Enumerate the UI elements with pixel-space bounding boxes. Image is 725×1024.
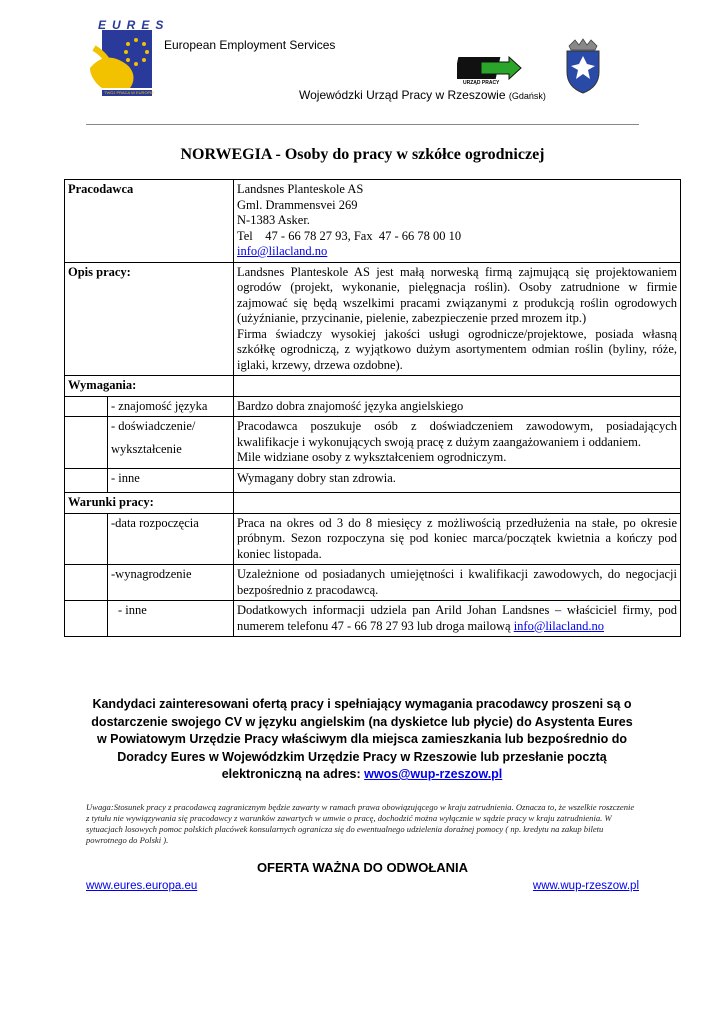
employer-line: N-1383 Asker.	[237, 213, 310, 227]
urzad-pracy-logo	[457, 54, 523, 88]
start-date-label: -data rozpoczęcia	[108, 513, 234, 565]
coat-of-arms	[563, 38, 603, 94]
candidates-text: Kandydaci zainteresowani ofertą pracy i spełniający wymagania pracodawcy proszeni są o dostarczenie swojego CV w języku angielskim (na dyskietce lub płycie) do Asystenta Eures w Powiatowym Urzędzie Pracy właściwym dla miejsca zamieszkania lub bezpośrednio do Doradcy Eures w Wojewódzkim Urzędzie Pracy w Rzeszowie lub przesłanie pocztą elektroniczną na adres:	[91, 697, 633, 781]
start-date-row	[65, 513, 681, 565]
employer-label: Pracodawca	[65, 180, 234, 263]
empty-cell	[65, 468, 108, 493]
job-desc-para: Firma świadczy wysokiej jakości usługi ogrodnicze/projektowe, posiada własną szkółkę ogrodniczą, z wyjątkowo dużym asortymentem odmian roślin (byliny, róże, iglaki, krzewy, drzewa ozdobne).	[237, 326, 677, 372]
conditions-label: Warunki pracy:	[65, 493, 234, 514]
job-desc-row	[65, 262, 681, 376]
office-name	[299, 88, 546, 102]
job-desc-para: Landsnes Planteskole AS jest małą norweską firmą zajmującą się projektowaniem ogrodów (projekt, wykonanie, pielęgnacja roślin). Osoby zatrudnione w firmie zajmować się będą wszelkimi pracami związanymi z produkcją roślin ogrodowych (użyźnianie, przycinanie, pielenie, zabezpieczenie przed mrozem itp.)	[237, 264, 677, 325]
requirements-label: Wymagania:	[65, 376, 234, 397]
start-date-value: Praca na okres od 3 do 8 miesięcy z możliwością przedłużenia na stałe, po okresie próbnym. Sezon rozpoczyna się pod koniec marca/początek kwietnia a kończy pod koniec listopada.	[234, 513, 681, 565]
header-divider	[86, 124, 639, 125]
requirements-other-row	[65, 468, 681, 493]
requirements-header-row	[65, 376, 681, 397]
language-row	[65, 396, 681, 417]
empty-cell	[65, 565, 108, 601]
salary-value: Uzależnione od posiadanych umiejętności i kwalifikacji zawodowych, do negocjacji bezpośrednio z pracodawcą.	[234, 565, 681, 601]
experience-label-line: wykształcenie	[111, 441, 182, 456]
legal-note: Uwaga:Stosunek pracy z pracodawcą zagranicznym będzie zawarty w ramach prawa obowiązującego w kraju zatrudnienia. Oznacza to, że wszelkie roszczenie z tytułu nie wywiązywania się pracodawcy z warunków zawartych w umwie o pracę, dochodzić można wyłącznie w sądzie pracy w kraju zatrudnienia. W sytuacjach losowych pomoc polskich placówek konsularnych ogranicza się do ewentualnego udzielenia doraźnej pomocy ( np. kredytu na zakup biletu powrotnego do Polski ).	[86, 802, 635, 845]
eures-logo	[86, 18, 170, 104]
empty-cell	[65, 396, 108, 417]
footer-left-link[interactable]: www.eures.europa.eu	[86, 880, 198, 892]
language-value: Bardzo dobra znajomość języka angielskiego	[234, 396, 681, 417]
conditions-other-row	[65, 601, 681, 637]
office-name-main: Wojewódzki Urząd Pracy w Rzeszowie	[299, 88, 506, 102]
validity-notice: OFERTA WAŻNA DO ODWOŁANIA	[256, 860, 469, 875]
eures-logo-text: EURES	[98, 18, 170, 32]
urzad-pracy-logo-text: URZĄD PRACY	[463, 80, 500, 86]
employer-value	[234, 180, 681, 263]
employer-line: Landsnes Planteskole AS	[237, 182, 364, 196]
experience-para: Mile widziane osoby z wykształceniem ogrodniczym.	[237, 450, 507, 464]
offer-table	[64, 179, 681, 637]
empty-cell	[234, 493, 681, 514]
experience-para: Pracodawca poszukuje osób z doświadczeniem zawodowym, posiadających kwalifikacje i wykonujących swoją pracę z dużym zaangażowaniem i oddaniem.	[237, 419, 677, 449]
employer-email-link[interactable]: info@lilacland.no	[237, 244, 328, 258]
conditions-header-row	[65, 493, 681, 514]
job-desc-label: Opis pracy:	[65, 262, 234, 376]
empty-cell	[65, 513, 108, 565]
conditions-other-value	[234, 601, 681, 637]
requirements-other-label: - inne	[108, 468, 234, 493]
page-title: NORWEGIA - Osoby do pracy w szkółce ogrodniczej	[180, 146, 545, 163]
employer-line: Tel 47 - 66 78 27 93, Fax 47 - 66 78 00 10	[237, 228, 462, 243]
office-name-sub: (Gdańsk)	[508, 91, 546, 101]
employer-row	[65, 180, 681, 263]
conditions-email-link[interactable]: info@lilacland.no	[513, 618, 604, 633]
salary-label: -wynagrodzenie	[108, 565, 234, 601]
language-label: - znajomość języka	[108, 396, 234, 417]
requirements-other-value: Wymagany dobry stan zdrowia.	[234, 468, 681, 493]
job-desc-value	[234, 262, 681, 376]
candidates-notice	[86, 696, 638, 784]
empty-cell	[234, 376, 681, 397]
candidates-email-link[interactable]: wwos@wup-rzeszow.pl	[364, 767, 503, 781]
experience-label	[108, 417, 234, 469]
conditions-other-label: - inne	[108, 601, 234, 637]
conditions-other-text: Dodatkowych informacji udziela pan Arild Johan Landsnes – właściciel firmy, pod numerem telefonu 47 - 66 78 27 93 lub droga mailową	[237, 603, 677, 633]
footer-right-link[interactable]: www.wup-rzeszow.pl	[532, 880, 639, 892]
experience-row	[65, 417, 681, 469]
experience-value	[234, 417, 681, 469]
empty-cell	[65, 601, 108, 637]
coat-of-arms-graphic	[563, 38, 603, 94]
experience-label-line: - doświadczenie/	[111, 419, 196, 433]
salary-row	[65, 565, 681, 601]
employer-line: Gml. Drammensvei 269	[237, 197, 358, 212]
org-name: European Employment Services	[164, 38, 336, 52]
empty-cell	[65, 417, 108, 469]
eures-logo-subtext: TWÓJ PRACA W EUROPIE	[104, 90, 155, 95]
